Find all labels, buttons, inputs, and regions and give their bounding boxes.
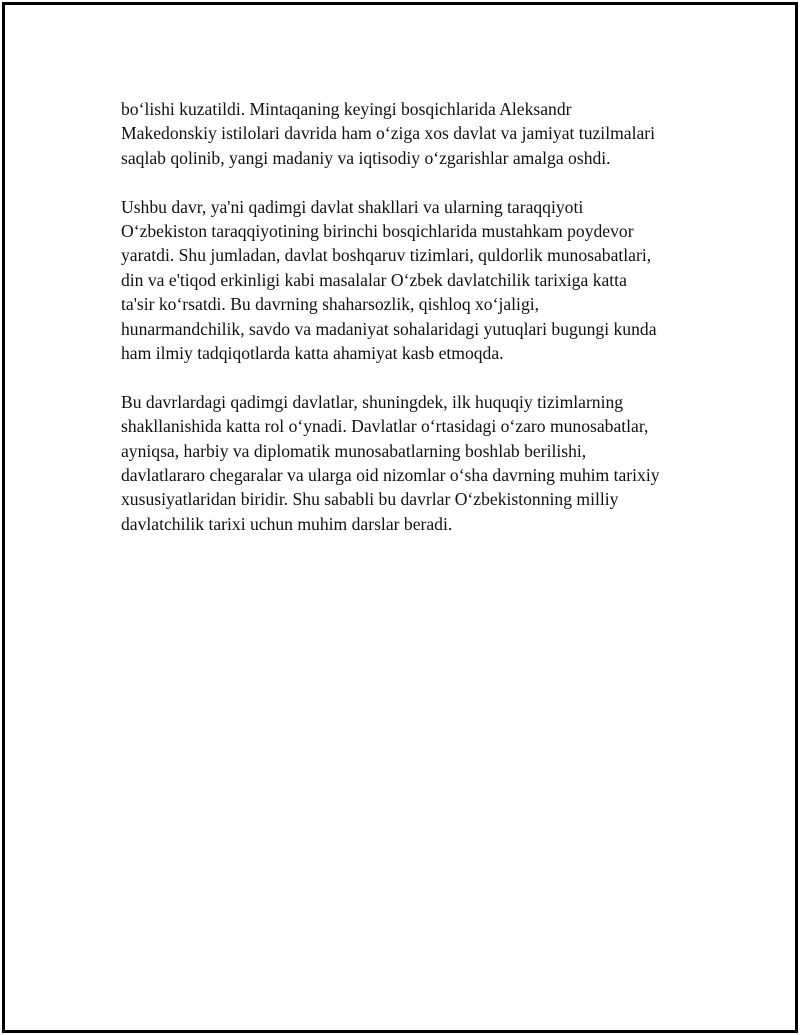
text-line: din va e'tiqod erkinligi kabi masalalar Oʻzbek davlatchilik tarixiga katta <box>121 269 627 290</box>
paragraph-3 <box>121 390 701 536</box>
text-line: ta'sir koʻrsatdi. Bu davrning shaharsozlik, qishloq xoʻjaligi, <box>121 294 540 315</box>
text-line: Oʻzbekiston taraqqiyotining birinchi bosqichlarida mustahkam poydevor <box>121 221 634 242</box>
page-border <box>2 2 798 1033</box>
document-body <box>121 97 701 536</box>
text-line: davlatchilik tarixi uchun muhim darslar beradi. <box>121 513 453 534</box>
text-line: ayniqsa, harbiy va diplomatik munosabatlarning boshlab berilishi, <box>121 440 587 461</box>
text-line: saqlab qolinib, yangi madaniy va iqtisodiy oʻzgarishlar amalga oshdi. <box>121 147 611 168</box>
text-line: shakllanishida katta rol oʻynadi. Davlatlar oʻrtasidagi oʻzaro munosabatlar, <box>121 416 649 437</box>
text-line: xususiyatlaridan biridir. Shu sababli bu davrlar Oʻzbekistonning milliy <box>121 489 619 510</box>
text-line: davlatlararo chegaralar va ularga oid nizomlar oʻsha davrning muhim tarixiy <box>121 465 660 486</box>
text-line: hunarmandchilik, savdo va madaniyat sohalaridagi yutuqlari bugungi kunda <box>121 318 657 339</box>
text-line: Ushbu davr, ya'ni qadimgi davlat shakllari va ularning taraqqiyoti <box>121 196 584 217</box>
text-line: Bu davrlardagi qadimgi davlatlar, shuningdek, ilk huquqiy tizimlarning <box>121 391 624 412</box>
text-line: boʻlishi kuzatildi. Mintaqaning keyingi bosqichlarida Aleksandr <box>121 99 572 119</box>
paragraph-2 <box>121 195 701 366</box>
text-line: yaratdi. Shu jumladan, davlat boshqaruv tizimlari, quldorlik munosabatlari, <box>121 245 652 266</box>
text-line: Makedonskiy istilolari davrida ham oʻziga xos davlat va jamiyat tuzilmalari <box>121 123 656 144</box>
text-line: ham ilmiy tadqiqotlarda katta ahamiyat kasb etmoqda. <box>121 343 504 364</box>
paragraph-1 <box>121 97 701 170</box>
